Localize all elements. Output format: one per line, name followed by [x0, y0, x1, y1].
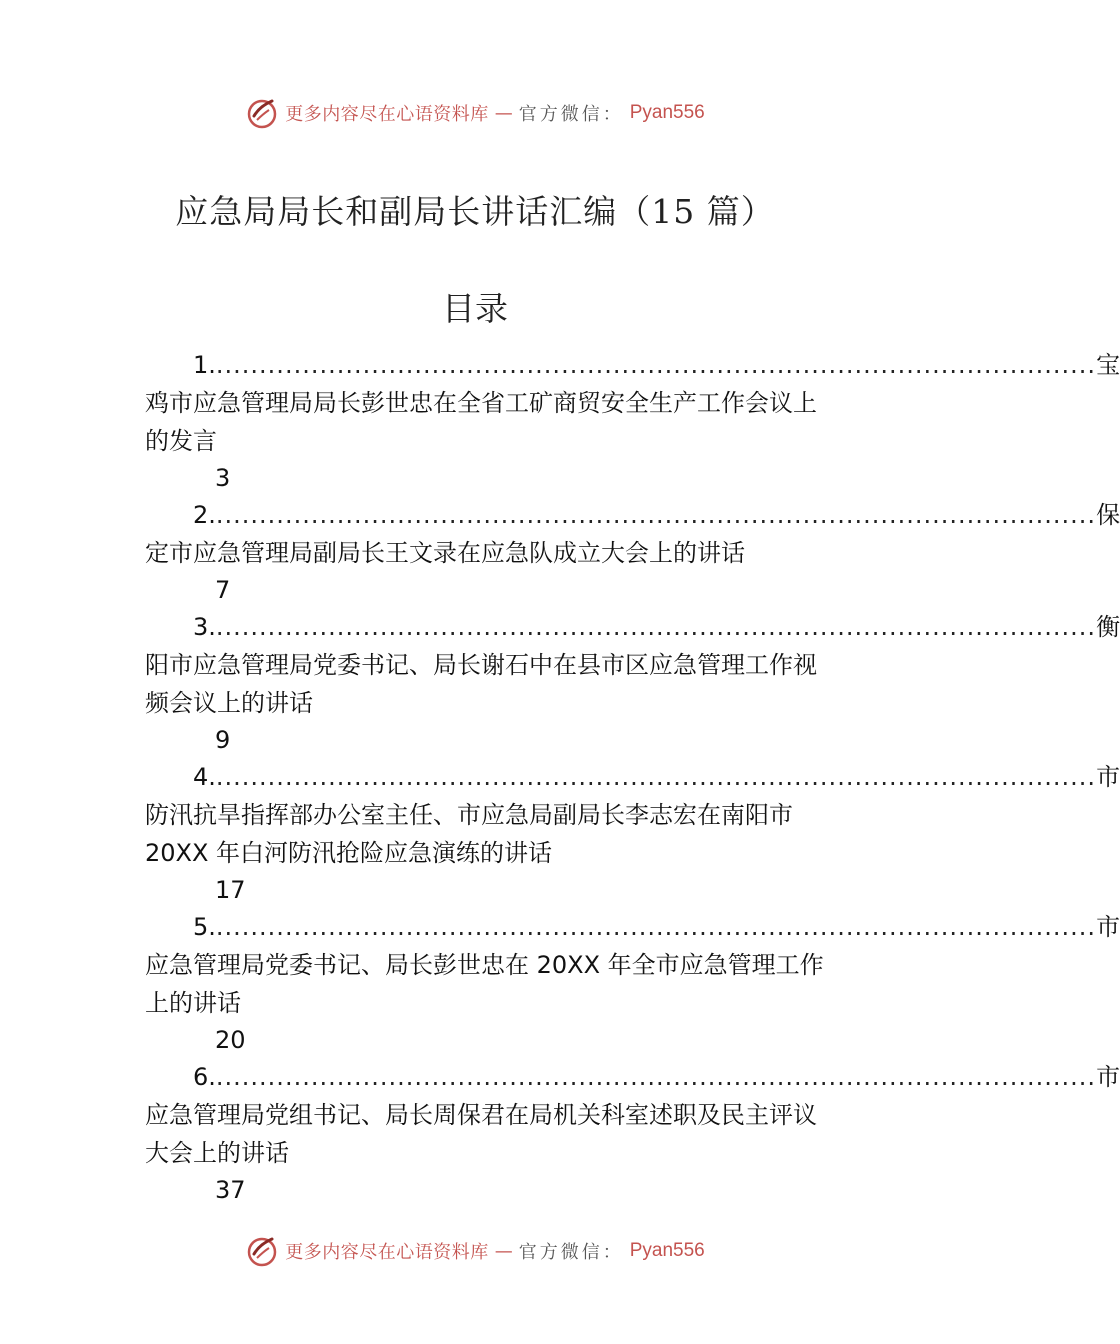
toc-page-number: 9	[215, 726, 231, 754]
toc-entry[interactable]	[145, 1058, 1120, 1208]
toc-page-number: 7	[215, 576, 231, 604]
toc-number: 4.	[193, 763, 216, 791]
watermark-id: Pyan556	[629, 1240, 705, 1261]
toc-title: 阳市应急管理局党委书记、局长谢石中在县市区应急管理工作视频会议上的讲话	[145, 651, 817, 717]
watermark-dash: —	[494, 1240, 513, 1262]
toc-entry[interactable]	[145, 908, 1120, 1058]
toc-title: 定市应急管理局副局长王文录在应急队成立大会上的讲话	[145, 539, 745, 567]
toc-leader-dots: ......................................................................................................	[215, 613, 1097, 641]
document-title: 应急局局长和副局长讲话汇编（15 篇）	[175, 192, 775, 231]
toc-entry[interactable]	[145, 608, 1120, 758]
toc-heading: 目录	[442, 289, 508, 328]
toc-title: 鸡市应急管理局局长彭世忠在全省工矿商贸安全生产工作会议上的发言	[145, 389, 817, 455]
toc-first-char: 市	[1096, 1063, 1120, 1091]
toc-first-char: 市	[1096, 763, 1120, 791]
brush-logo-icon	[245, 96, 279, 130]
toc-leader-dots: ......................................................................................................	[215, 501, 1097, 529]
toc-leader-dots: ......................................................................................................	[215, 763, 1097, 791]
toc-page-number: 37	[215, 1176, 246, 1204]
table-of-contents	[145, 346, 1120, 1208]
toc-number: 5.	[193, 913, 216, 941]
brush-logo-icon	[245, 1234, 279, 1268]
watermark-official: 官方微信：	[518, 104, 624, 125]
watermark-dash: —	[494, 102, 513, 124]
toc-first-char: 市	[1096, 913, 1120, 941]
toc-leader-dots: ......................................................................................................	[215, 913, 1097, 941]
toc-page-number: 17	[215, 876, 246, 904]
toc-first-char: 衡	[1096, 613, 1120, 641]
toc-entry[interactable]	[145, 496, 1120, 608]
watermark-footer	[0, 1234, 950, 1268]
watermark-header	[0, 96, 950, 130]
watermark-text: 更多内容尽在心语资料库	[285, 1242, 489, 1263]
toc-title: 防汛抗旱指挥部办公室主任、市应急局副局长李志宏在南阳市 20XX 年白河防汛抢险应急演练的讲话	[145, 801, 793, 867]
watermark-text: 更多内容尽在心语资料库	[285, 104, 489, 125]
watermark-id: Pyan556	[629, 102, 705, 123]
toc-first-char: 保	[1096, 501, 1120, 529]
toc-page-number: 3	[215, 464, 231, 492]
toc-title: 应急管理局党组书记、局长周保君在局机关科室述职及民主评议大会上的讲话	[145, 1101, 817, 1167]
toc-number: 3.	[193, 613, 216, 641]
toc-leader-dots: ......................................................................................................	[215, 351, 1097, 379]
toc-number: 2.	[193, 501, 216, 529]
toc-first-char: 宝	[1096, 351, 1120, 379]
watermark-official: 官方微信：	[518, 1242, 624, 1263]
toc-leader-dots: ......................................................................................................	[215, 1063, 1097, 1091]
toc-title: 应急管理局党委书记、局长彭世忠在 20XX 年全市应急管理工作上的讲话	[145, 951, 824, 1017]
toc-page-number: 20	[215, 1026, 246, 1054]
toc-number: 1.	[193, 351, 216, 379]
toc-number: 6.	[193, 1063, 216, 1091]
toc-entry[interactable]	[145, 346, 1120, 496]
toc-entry[interactable]	[145, 758, 1120, 908]
